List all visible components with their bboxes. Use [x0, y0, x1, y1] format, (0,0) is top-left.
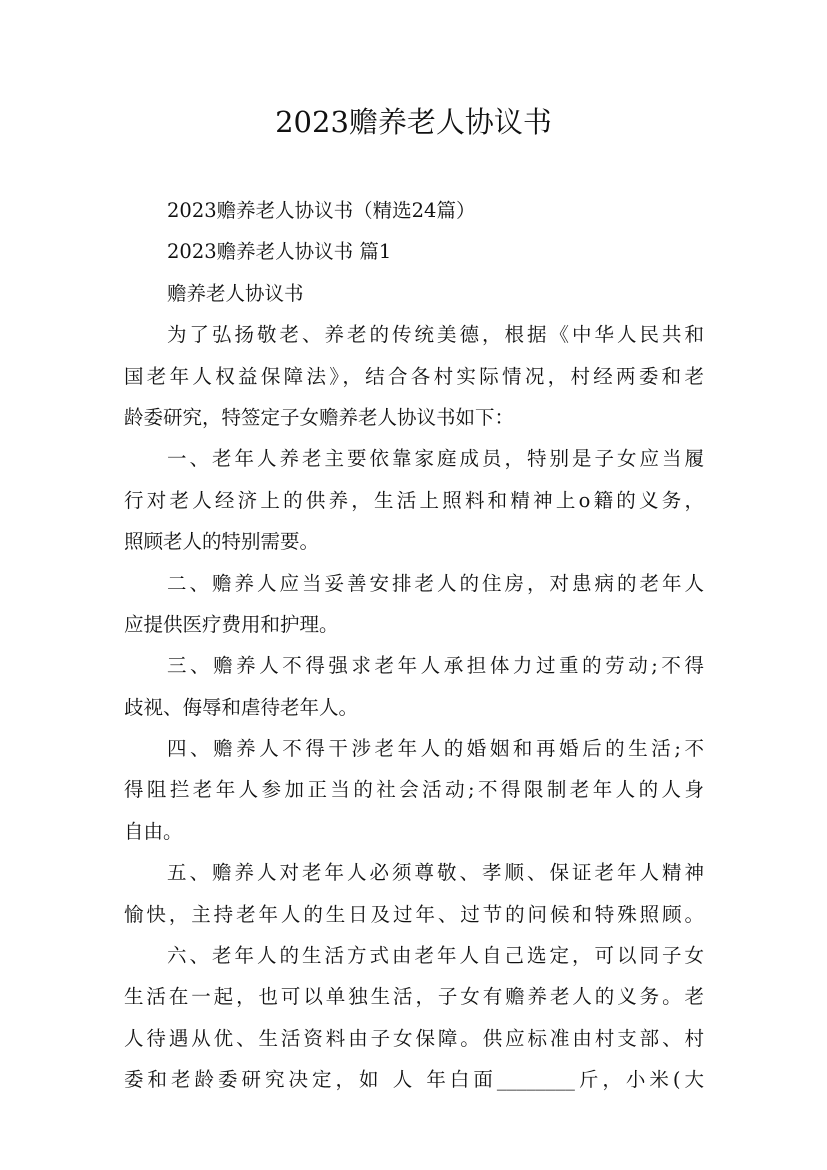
- document-title: 2023赡养老人协议书: [275, 105, 552, 139]
- text-line: 委和老龄委研究决定，如 人 年白面________斤，小米(大: [124, 1068, 704, 1092]
- text-line: 二、赡养人应当妥善安排老人的住房，对患病的老年人: [167, 571, 704, 595]
- text-line: 四、赡养人不得干涉老年人的婚姻和再婚后的生活;不: [167, 737, 704, 761]
- text-line: 六、老年人的生活方式由老年人自己选定，可以同子女: [167, 944, 704, 968]
- text-line: 生活在一起，也可以单独生活，子女有赡养老人的义务。老: [124, 985, 704, 1009]
- text-line: 行对老人经济上的供养，生活上照料和精神上o籍的义务，: [124, 488, 704, 512]
- text-line: 一、老年人养老主要依靠家庭成员，特别是子女应当履: [167, 447, 704, 471]
- text-line: 赡养老人协议书: [167, 281, 304, 305]
- text-line: 2023赡养老人协议书（精选24篇）: [167, 199, 476, 222]
- text-line: 得阻拦老年人参加正当的社会活动;不得限制老年人的人身: [124, 778, 704, 802]
- text-line: 应提供医疗费用和护理。: [124, 612, 339, 636]
- text-line: 歧视、侮辱和虐待老年人。: [124, 695, 359, 719]
- text-line: 龄委研究，特签定子女赡养老人协议书如下：: [124, 405, 515, 429]
- text-line: 愉快，主持老年人的生日及过年、过节的问候和特殊照顾。: [124, 902, 704, 926]
- document-body: [124, 190, 704, 1101]
- text-line: 三、赡养人不得强求老年人承担体力过重的劳动;不得: [167, 654, 704, 678]
- text-line: 2023赡养老人协议书 篇1: [167, 240, 392, 264]
- text-line: 自由。: [124, 819, 183, 843]
- text-line: 国老年人权益保障法》，结合各村实际情况，村经两委和老: [124, 364, 704, 388]
- text-line: 五、赡养人对老年人必须尊敬、孝顺、保证老年人精神: [167, 861, 704, 885]
- text-line: 为了弘扬敬老、养老的传统美德，根据《中华人民共和: [167, 323, 704, 347]
- text-line: 照顾老人的特别需要。: [124, 530, 320, 554]
- text-line: 人待遇从优、生活资料由子女保障。供应标准由村支部、村: [124, 1026, 704, 1050]
